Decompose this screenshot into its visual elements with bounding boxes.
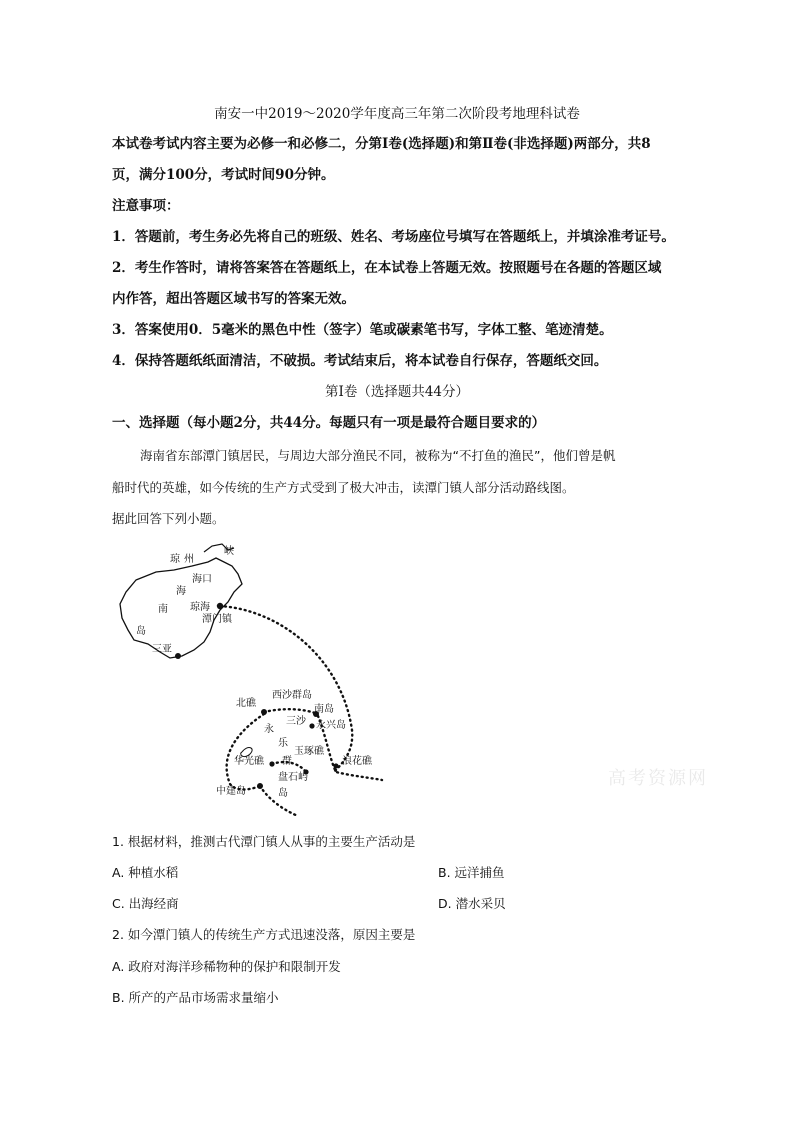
label-yong: 永 (264, 724, 274, 735)
intro-line-1: 本试卷考试内容主要为必修一和必修二，分第Ⅰ卷(选择题)和第Ⅱ卷(非选择题)两部分，共8 (112, 136, 651, 152)
zhongjian-dot (257, 783, 263, 789)
section1-heading: 一、选择题（每小题2分，共44分。每题只有一项是最符合题目要求的） (112, 415, 546, 431)
question-1-option-c[interactable]: C. 出海经商 (112, 896, 179, 911)
label-le: 乐 (278, 738, 288, 749)
huaguang-dot (269, 761, 274, 766)
sanya-dot (175, 653, 181, 659)
passage-line-3: 据此回答下列小题。 (112, 511, 225, 526)
label-hai: 海 (176, 586, 186, 597)
label-yongxing: 永兴岛 (316, 720, 346, 731)
notice-heading: 注意事项： (112, 198, 180, 214)
beijiao-dot (261, 709, 267, 715)
exam-title: 南安一中2019～2020学年度高三年第二次阶段考地理科试卷 (214, 106, 580, 122)
label-langhua: 浪花礁 (342, 756, 372, 767)
notice-item-2b: 内作答，超出答题区域书写的答案无效。 (112, 291, 355, 307)
notice-item-1: 1．答题前，考生务必先将自己的班级、姓名、考场座位号填写在答题纸上，并填涂准考证号。 (112, 229, 675, 245)
label-sanya: 三亚 (152, 644, 172, 655)
yongxing-dot (309, 723, 314, 728)
label-qun: 群 (282, 756, 292, 767)
label-panshi: 盘石屿 (278, 772, 308, 783)
label-qionghai: 琼海 (190, 602, 210, 613)
question-2-option-b[interactable]: B. 所产的产品市场需求量缩小 (112, 990, 279, 1005)
route-west (227, 714, 264, 790)
label-beijiao: 北礁 (236, 698, 256, 709)
tanmen-route-map (112, 540, 402, 818)
label-sansha: 三沙 (286, 716, 306, 727)
question-1-option-b[interactable]: B. 远洋捕鱼 (438, 865, 505, 880)
notice-item-4: 4．保持答题纸纸面清洁，不破损。考试结束后，将本试卷自行保存，答题纸交回。 (112, 353, 608, 369)
label-nan: 南 (158, 604, 168, 615)
question-1-option-a[interactable]: A. 种植水稻 (112, 865, 179, 880)
label-qiong: 琼 (170, 554, 180, 565)
label-dao2: 岛 (278, 788, 288, 799)
label-huaguang: 华光礁 (234, 756, 264, 767)
label-haikou: 海口 (192, 574, 212, 585)
passage-line-1: 海南省东部潭门镇居民，与周边大部分渔民不同，被称为“不打鱼的渔民”，他们曾是帆 (140, 448, 616, 463)
passage-line-2: 船时代的英雄，如今传统的生产方式受到了极大冲击，读潭门镇人部分活动路线图。 (112, 480, 575, 495)
route-xisha (264, 709, 318, 714)
watermark: 高考资源网 (608, 768, 708, 789)
label-xisha: 西沙群岛 (272, 690, 312, 701)
tanmen-dot (217, 603, 223, 609)
question-2-stem: 2. 如今潭门镇人的传统生产方式迅速没落，原因主要是 (112, 927, 416, 942)
label-nandao: 南岛 (314, 704, 334, 715)
notice-item-3: 3．答案使用0．5毫米的黑色中性（签字）笔或碳素笔书写，字体工整、笔迹清楚。 (112, 322, 613, 338)
label-xia: 峡 (224, 546, 234, 557)
question-1-option-d[interactable]: D. 潜水采贝 (438, 896, 506, 911)
label-dao: 岛 (136, 626, 146, 637)
hainan-island-outline (120, 558, 242, 658)
notice-item-2a: 2．考生作答时，请将答案答在答题纸上，在本试卷上答题无效。按照题号在各题的答题区域 (112, 260, 662, 276)
question-1-stem: 1. 根据材料，推测古代潭门镇人从事的主要生产活动是 (112, 834, 416, 849)
label-yuzhuo: 玉琢礁 (294, 746, 324, 757)
label-zhou: 州 (184, 554, 194, 565)
label-zhongjian: 中建岛 (216, 786, 246, 797)
label-tanmen: 潭门镇 (202, 614, 232, 625)
question-2-option-a[interactable]: A. 政府对海洋珍稀物种的保护和限制开发 (112, 959, 341, 974)
intro-line-2: 页，满分100分，考试时间90分钟。 (112, 167, 335, 183)
langhua-dot (333, 763, 338, 768)
part1-title: 第Ⅰ卷（选择题共44分） (324, 384, 469, 400)
